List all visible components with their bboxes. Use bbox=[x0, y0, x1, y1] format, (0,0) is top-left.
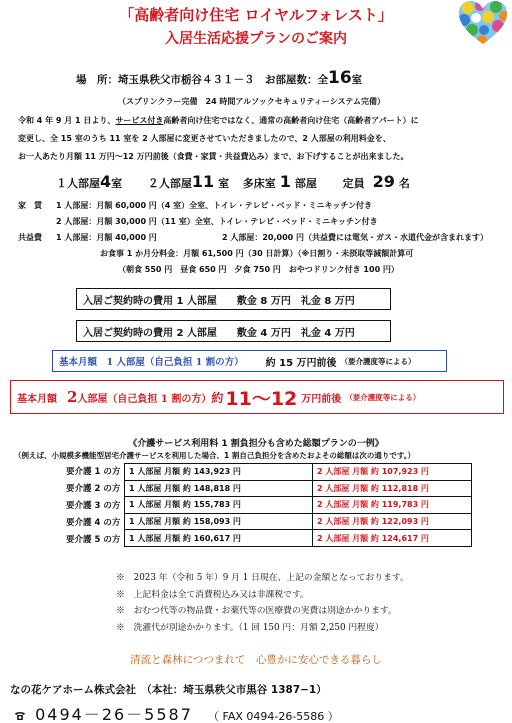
meal-detail: （朝食 550 円 昼食 650 円 夕食 750 円 おやつドリンク付き 100 円） bbox=[118, 265, 399, 274]
plan-single-cell: 1 人部屋 月額 約 155,783 円 bbox=[125, 497, 313, 514]
multi-room-label: 多床室 bbox=[242, 177, 276, 190]
common-fee-double: 2 人部屋：20,000 円（共益費には電気・ガス・水道代金が含まれます） bbox=[222, 233, 489, 242]
double-room-unit: 室 bbox=[218, 177, 230, 190]
plan-double-cell: 2 人部屋 月額 約 107,923 円 bbox=[313, 464, 472, 481]
common-fee-label: 共益費 bbox=[18, 233, 42, 242]
basic-single-value: 約 15 万円前後 bbox=[265, 357, 337, 369]
basic-double-label-c: 約 bbox=[211, 390, 224, 405]
capacity-label: 定員 bbox=[342, 177, 365, 190]
basic-double-unit: 万円前後 bbox=[301, 393, 342, 405]
contract-cost-single-text: 入居ご契約時の費用 1 人部屋 敷金 8 万円 礼金 8 万円 bbox=[83, 295, 355, 307]
tagline: 清流と森林につつまれて 心豊かに安心できる暮らし bbox=[130, 654, 382, 666]
room-total-unit: 室 bbox=[351, 74, 363, 86]
multi-room-count: 1 bbox=[279, 172, 291, 191]
notes-list bbox=[116, 570, 409, 636]
list-item: ※ 2023 年（令和 5 年）9 月 1 日現在、上記の金額となっております。 bbox=[116, 573, 409, 583]
intro-line1-rest: 高齢者向け住宅ではなく、通常の高齢者向け住宅（高齢者アパート）に bbox=[163, 116, 419, 125]
plan-double-cell: 2 人部屋 月額 約 124,617 円 bbox=[313, 530, 472, 547]
location-line bbox=[76, 68, 362, 88]
plan-single-cell: 1 人部屋 月額 約 143,923 円 bbox=[125, 464, 313, 481]
plan-level-4: 要介護 4 の方 bbox=[66, 518, 121, 528]
page-subtitle: 入居生活応援プランのご案内 bbox=[165, 31, 347, 47]
contract-cost-double bbox=[76, 320, 391, 342]
basic-double-label-b: 人部屋（自己負担 1 割の方） bbox=[77, 393, 212, 405]
plan-double-cell: 2 人部屋 月額 約 122,093 円 bbox=[313, 513, 472, 530]
contact-line bbox=[14, 702, 339, 723]
plan-title: 《介護サービス利用料 1 割負担分も含めた総額プランの一例》 bbox=[128, 439, 384, 449]
table-row bbox=[125, 513, 472, 530]
company-name: なの花ケアホーム株式会社 （本社：埼玉県秩父市黒谷 1387−1） bbox=[10, 684, 327, 696]
capacity-unit: 名 bbox=[398, 177, 410, 190]
plan-level-1: 要介護 1 の方 bbox=[66, 467, 121, 477]
plan-single-cell: 1 人部屋 月額 約 148,818 円 bbox=[125, 480, 313, 497]
rent-single: 1 人部屋：月額 60,000 円（4 室）全室、トイレ・テレビ・ベッド・ミニキッチン付き bbox=[56, 201, 373, 210]
basic-double-label-a: 基本月額 bbox=[17, 393, 67, 405]
plan-single-cell: 1 人部屋 月額 約 160,617 円 bbox=[125, 530, 313, 547]
capacity-count: 29 bbox=[372, 172, 395, 191]
single-room-label: １人部屋 bbox=[56, 177, 100, 190]
plan-level-5: 要介護 5 の方 bbox=[66, 535, 121, 545]
table-row bbox=[125, 464, 472, 481]
phone-icon bbox=[14, 710, 26, 721]
plan-level-3: 要介護 3 の方 bbox=[66, 501, 121, 511]
single-room-unit: 室 bbox=[111, 177, 123, 190]
intro-line1: 令和 4 年 9 月 1 日より、 bbox=[18, 116, 116, 125]
list-item: ※ おむつ代等の物品費・お薬代等の医療費の実費は別途かかります。 bbox=[116, 606, 397, 616]
intro-line2: 変更し、全 15 室のうち 11 室を 2 人部屋に変更させていただきましたので、2 人部屋の利用料金を、 bbox=[18, 134, 391, 143]
intro-line1-underlined: サービス付き bbox=[115, 116, 164, 125]
plan-level-2: 要介護 2 の方 bbox=[66, 484, 121, 494]
rent-label: 家 賃 bbox=[18, 201, 42, 210]
phone-number[interactable]: 0494－26－5587 bbox=[35, 705, 193, 723]
list-item: ※ 洗濯代が別途かかります。（1 回 150 円：月額 2,250 円程度） bbox=[116, 622, 384, 633]
single-room-count: 4 bbox=[100, 172, 112, 191]
room-total: 16 bbox=[328, 68, 352, 88]
contract-cost-single bbox=[76, 288, 391, 310]
multi-room-unit: 部屋 bbox=[294, 177, 317, 190]
sprinkler-note: （スプリンクラー完備 24 時間アルソックセキュリティーシステム完備） bbox=[118, 97, 385, 106]
double-room-count: 11 bbox=[191, 172, 215, 191]
fax-number: （ FAX 0494-26-5586 ） bbox=[208, 710, 339, 723]
location-label: 場 所：埼玉県秩父市栃谷４３１－３ お部屋数：全 bbox=[76, 74, 328, 86]
table-row bbox=[125, 497, 472, 514]
table-row bbox=[125, 480, 472, 497]
basic-monthly-double bbox=[10, 380, 504, 414]
basic-single-note: （要介護度等による） bbox=[340, 356, 416, 366]
basic-single-label: 基本月額 1 人部屋（自己負担 1 割の方） bbox=[59, 357, 244, 368]
list-item: ※ 上記料金は全て消費税込み又は非課税です。 bbox=[116, 589, 309, 600]
page-title: 「高齢者向け住宅 ロイヤルフォレスト」 bbox=[119, 6, 393, 24]
plan-double-cell: 2 人部屋 月額 約 119,783 円 bbox=[313, 497, 472, 514]
contract-cost-double-text: 入居ご契約時の費用 2 人部屋 敷金 4 万円 礼金 4 万円 bbox=[83, 327, 355, 339]
plan-double-cell: 2 人部屋 月額 約 112,818 円 bbox=[313, 480, 472, 497]
plan-single-cell: 1 人部屋 月額 約 158,093 円 bbox=[125, 513, 313, 530]
basic-double-note: （要介護度等による） bbox=[345, 392, 421, 402]
room-summary bbox=[56, 172, 410, 191]
basic-monthly-single bbox=[52, 350, 447, 372]
basic-double-value: 11～12 bbox=[225, 387, 298, 410]
plan-table bbox=[124, 463, 472, 547]
rent-double: 2 人部屋：月額 30,000 円（11 室）全室、トイレ・テレビ・ベッド・ミニキッチン付き bbox=[56, 217, 378, 226]
intro-paragraph bbox=[18, 112, 419, 166]
flower-heart-logo bbox=[458, 0, 508, 46]
table-row bbox=[125, 530, 472, 547]
intro-line3: お一人あたり月額 11 万円～12 万円前後（食費・家賃・共益費込み）まで、お下げすることが出来ました。 bbox=[18, 152, 409, 161]
basic-double-label-num: 2 bbox=[67, 388, 78, 406]
plan-note: （例えば、小規模多機能型居宅介護サービスを利用した場合、1 割自己負担分を含めたおよその総額は次の通りです。） bbox=[14, 451, 415, 460]
common-fee-single: 1 人部屋：月額 40,000 円 bbox=[56, 233, 157, 242]
double-room-label: ２人部屋 bbox=[147, 177, 192, 190]
meal-fee: お食事 1 か月分料金：月額 61,500 円（30 日計算）（※日割り・未摂取等減額計算可 bbox=[100, 249, 414, 258]
